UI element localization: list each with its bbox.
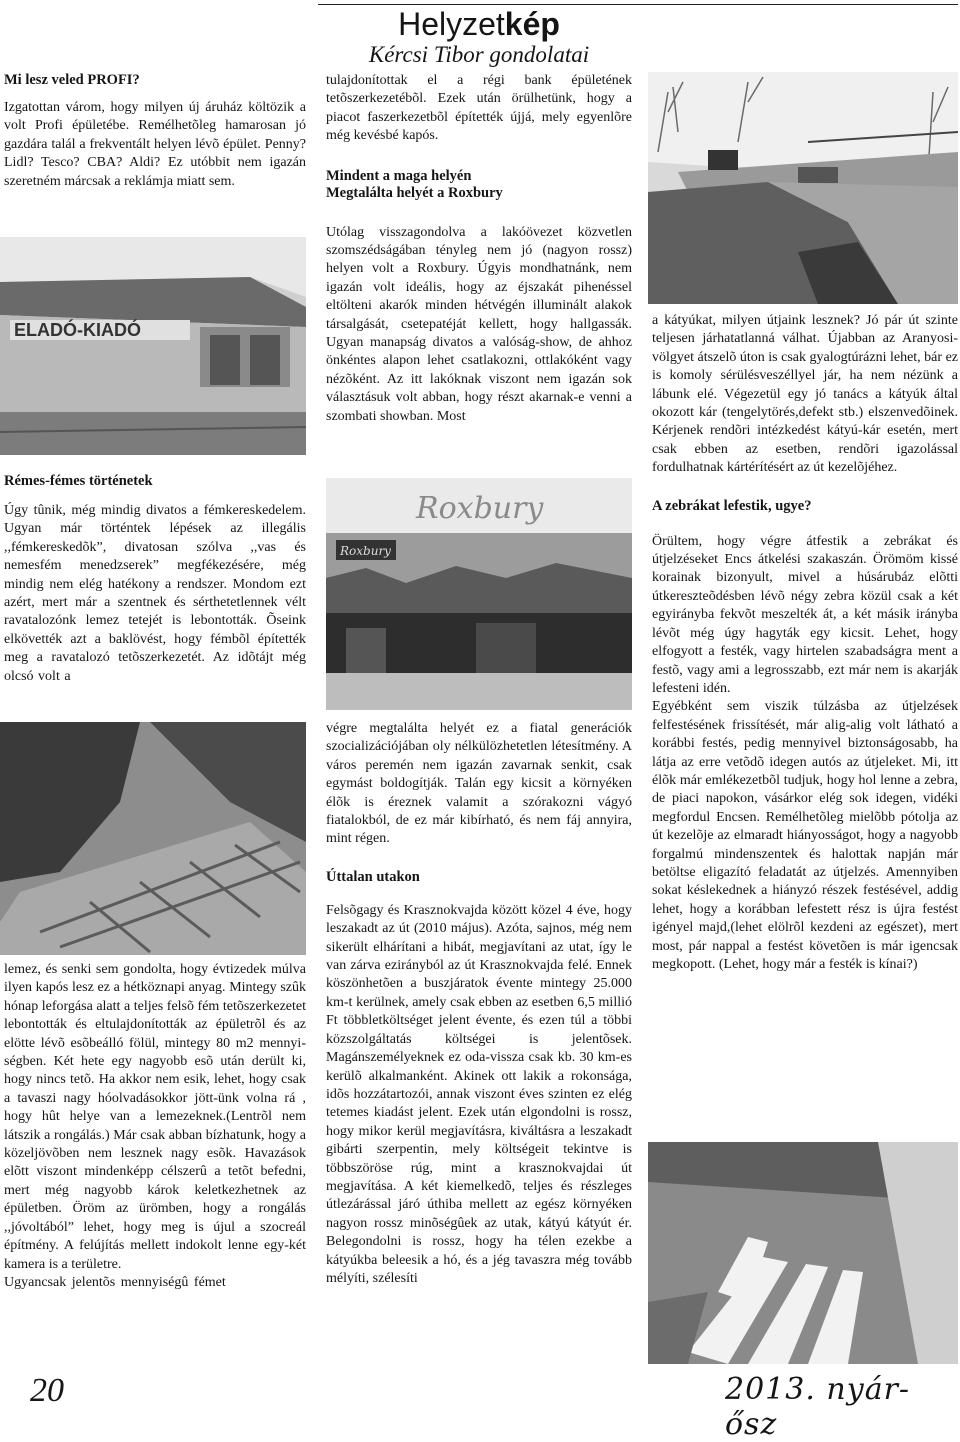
metal-paragraph-last: Ugyancsak jelentõs mennyiségû fémet bbox=[4, 1274, 226, 1290]
header-rule bbox=[318, 4, 958, 5]
roads-heading: Úttalan utakon bbox=[326, 868, 420, 885]
roxbury-sign-text: Roxbury bbox=[416, 491, 544, 526]
collapsed-road-photo bbox=[648, 72, 958, 304]
metal-section-continued bbox=[4, 961, 306, 1292]
metal-paragraph: Úgy tûnik, még mindig divatos a fémkereskedelem. Ugyan már történtek lépések az illegális ,,fémkereskedõk”, divatosan szólva ,,vas és nemesfém menedzserek” megfékezésére, még mindig nem elég hatékony a rendszer. Mondom ezt azért, mert már a szentnek és sérthetetlennek vélt ravatalozónk lemez tetejét is lebontották. Õseink elkövették azt a baklövést, hogy fémbõl építették meg a ravatalozó tetõszerkezetét. Az idõtájt még olcsó volt a bbox=[4, 503, 306, 684]
roads-paragraph: Felsõgagy és Krasznokvajda között közel 4 éve, hogy leszakadt az út (2010 május). Azóta, sajnos, még nem sikerült elhárítani a hibát, megjavítani az utat, így le van zárva ezirányból az út Krasznokvajda felé. Ennek köszönhetõen a buszjáratok évente mintegy 25.000 km-t kerülnek, amely csak ebben az esetben 6,5 millió Ft többletköltséget jelent évente, és ezen túl a többi közszolgáltatás költségei is jelentõsek. Magánszemélyeknek ez oda-vissza csak kb. 30 km-es kerülõ alkalmanként. Akinek ott lakik a rokonsága, idõs hozzátartozói, annak viszont éves szinten ez elég tetemes kiadást jelent. Ezek után elgondolni is rossz, hogy mikor kerül megjavításra, kiváltásra a leszakadt gibárti szerpentin, mely költségeit tekintve is többszöröse rúg, mint a krasznokvajdai út megjavítása. A két kiemelkedõ, teljes és részleges útlezárással járó úthiba mellett az egész környéken nagyon rossz minõségûek az utak, kátyú kátyút ér. Belegondolni is rossz, hogy ha télen ezekbe a kátyúkba beleesik a hó, és a jég tavaszra még tovább mélyíti, szélesíti bbox=[326, 902, 632, 1286]
metal-paragraph-continued: lemez, és senki sem gondolta, hogy évtizedek múlva ilyen kapós lesz ez a hétköznapi anyag. Mintegy szûk hónap leforgása alatt a teljes felsõ fém tetõszerkezetet lebontották és eltulajdonították az épületrõl és az elötte lévõ esõbeálló fölül, mintegy 80 m2 mennyi-ségben. Két hete egy nagyobb esõ után derült ki, hogy nincs tetõ. Ha akkor nem esik, lehet, hogy csak a tavaszi nagy hóolvadásokkor jött-ünk volna rá , hogy hût helye van a lemezeknek.(Lentrõl nem látszik a rongálás.) Már csak abban bízhatunk, hogy a közeljövõben nem lesznek nagy esõk. Havazások elõtt viszont mindenképp célszerû a tetõt befedni, mert még nagyobb károk keletkezhetnek az épületben. Öröm az ürömben, hogy a rongálás ,,jóvoltából” lehet, hogy meg is újul a szocreál építmény. A felújítás mellett indokolt lenne egy-két kamera is a területre. bbox=[4, 962, 306, 1272]
zebra-heading: A zebrákat lefestik, ugye? bbox=[652, 497, 812, 514]
zebra-crossing-photo bbox=[648, 1142, 958, 1364]
metal-section bbox=[4, 473, 306, 686]
roxbury-small-sign: Roxbury bbox=[340, 544, 391, 558]
funeral-home-roof-photo bbox=[0, 722, 306, 955]
roxbury-club-photo bbox=[326, 478, 632, 710]
roxbury-heading-line1: Mindent a maga helyén bbox=[326, 167, 472, 184]
roxbury-paragraph: Utólag visszagondolva a lakóövezet közvetlen szomszédságában tényleg nem jó (nagyon rossz) helyen volt a Roxbury. Úgyis mondhatnánk, nem igazán volt ideális, hogy az éjszakát pihenéssel eltölteni akarók minden hétvégén illuminált alakok társalgását, csetepatéját kellett, hogy hallgassák. Ugyan manapság divatos a valóság-show, de ahhoz önkéntes alapon lehet csatlakozni, ottlakóként vagy nézõként. Az itt lakóknak viszont nem igazán sok választásuk volt abban, hogy részt akarnak-e venni a szombati showban. Most bbox=[326, 224, 632, 424]
roxbury-section bbox=[326, 72, 632, 426]
profi-heading: Mi lesz veled PROFI? bbox=[4, 72, 140, 88]
sign-text: ELADÓ-KIADÓ bbox=[14, 320, 141, 340]
zebra-paragraph: Örültem, hogy végre átfestik a zebrákat és útjelzéseket Encs átkelési szakaszán. Örömöm kissé korainak bizonyult, mivel a húsárubáz elõtti útkereszteõdésben lévõ négy zebra közül csak a két egyirányba fekvõt meszelték át, a két másik irányba lévõt még úgy hagyták egy kicsit. Lehet, hogy elfogyott a festék, vagy hirtelen szabadságra ment a festõ, vagy ami a legrosszabb, ezt már nem is akarják lefesteni idén. bbox=[652, 533, 958, 696]
road-markings-paragraph: Egyébként sem viszik túlzásba az útjelzések felfestésének frissítését, már alig-alig volt látható a korábbi festés, pedig mennyivel biztonságosabb, ha látja az erre vetõdõ idegen autós az útjeleket. Mi, itt élõk már emlékezetbõl tudjuk, hogy hol lenne a zebra, de piaci napokon, vásárkor elég sok idegen, vidéki megfordul Encsen. Remélhetõleg mielõbb pótolja az út kezelõje az elmaradt hiányosságot, hogy a nagyobb forgalmú mindenszentek és halottak napján már betöltse eligazító feladatát az útjelzés. Amennyiben sokat késlekednek a hiányzó részek festésével, addig lehet, hogy a korábban lefestett rész is újra festést igényel majd,(lehet elölrõl kezdeni az egészet), mert most, pár nappal a festést követõen is már igencsak megkopott. (Lehet, hogy már a festék is kínai?) bbox=[652, 699, 958, 972]
roxbury-section-continued bbox=[326, 720, 632, 1288]
profi-building-photo bbox=[0, 237, 306, 455]
metal-heading: Rémes-fémes történetek bbox=[4, 473, 153, 489]
zebra-section bbox=[652, 312, 958, 974]
potholes-paragraph: a kátyúkat, milyen útjaink lesznek? Jó pár út szinte teljesen járhatatlanná válhat. Újabban az Aranyosi-völgyet átszelõ úton is csak gyalogtúrázni lehet, bár ez is komoly sérülésveszéllyel jár, ha nem nézünk a lábunk elé. Végezetül egy jó tanács a kátyúk által okozott kár (tengelytörés,defekt stb.) elszenvedõinek. Kérjenek rendõri intézkedést kátyú-kár esetén, mert csak ebben az esetben, rendõri igazolással fordulhatnak kártérítésért az út kezelõjéhez. bbox=[652, 313, 958, 476]
bank-roof-paragraph: tulajdonítottak el a régi bank épületének tetõszerkezetébõl. Ezek után örülhetünk, hogy a piacot faszerkezetbõl építették újjá, mely egyenlõre még kevésbé kapós. bbox=[326, 73, 632, 144]
column-title: Helyzetkép bbox=[398, 6, 560, 42]
roxbury-paragraph-continued: végre megtalálta helyét ez a fiatal generációk szocializációjában oly nélkülözhetetlen létesítmény. A város peremén nem igazán zavarnak senkit, csak egymást boldogítják. Talán egy kicsit a környéken élõk is éreznek valamit a szórakozni vágyó fiatalokból, de ez már kibírható, és nem fáj annyira, mint régen. bbox=[326, 721, 632, 847]
page-number: 20 bbox=[30, 1372, 64, 1409]
profi-paragraph: Izgatottan várom, hogy milyen új áruház költözik a volt Profi épületébe. Remélhetõleg hamarosan jó gazdára talál a frekventált helyen lévõ épület. Penny? Lidl? Tesco? CBA? Aldi? Ez utóbbit nem igazán szeretném márcsak a reklámja miatt sem. bbox=[4, 100, 306, 189]
issue-label: 2013. nyár-ősz bbox=[725, 1372, 911, 1442]
roxbury-heading-line2: Megtalálta helyét a Roxbury bbox=[326, 184, 503, 201]
column-subtitle: Kércsi Tibor gondolatai bbox=[368, 42, 590, 67]
profi-section bbox=[4, 72, 306, 191]
